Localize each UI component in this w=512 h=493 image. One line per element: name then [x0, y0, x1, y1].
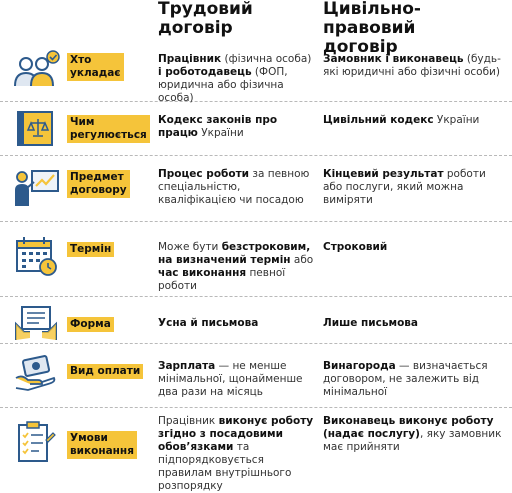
header-line: договір — [323, 37, 398, 57]
header-employment-contract — [158, 0, 318, 38]
row-label-who — [67, 53, 124, 81]
text: (ФОП, юридична або фізична особа) — [158, 66, 288, 104]
label-line: укладає — [70, 67, 121, 79]
people-check-icon — [12, 48, 62, 90]
icon-slot — [12, 168, 60, 208]
cell-civil — [323, 53, 503, 79]
cell-employment — [158, 317, 318, 330]
row-label-subject — [67, 170, 130, 198]
text: України — [197, 127, 244, 139]
text-bold: Процес роботи — [158, 168, 250, 180]
row-label-regulation — [67, 115, 150, 143]
cell-civil — [323, 241, 503, 254]
row-label-form — [67, 317, 114, 332]
text: — не менше мінімальної, щонайменше два рази на місяць — [158, 360, 303, 398]
label-line: Форма — [70, 318, 111, 330]
label-line: регулюється — [70, 129, 147, 141]
label-line: Предмет — [70, 171, 124, 183]
law-book-icon — [14, 109, 58, 149]
header-line: Трудовий — [158, 0, 253, 19]
label-line: Вид оплати — [70, 365, 141, 377]
row-divider — [0, 296, 512, 297]
text-bold: і роботодавець — [158, 66, 252, 78]
presentation-board-icon — [12, 168, 60, 208]
text-bold: Виконавець виконує роботу (надає послугу) — [323, 415, 494, 440]
text-bold: Лише письмова — [323, 317, 419, 329]
text: (фізична особа) — [221, 53, 312, 65]
row-divider — [0, 155, 512, 156]
cell-employment — [158, 360, 318, 399]
text: , яку замовник має прийняти — [323, 428, 502, 453]
text-bold: Усна й письмова — [158, 317, 259, 329]
checklist-icon — [16, 420, 56, 464]
row-label-payment — [67, 364, 143, 379]
icon-slot — [14, 354, 60, 394]
calendar-icon — [14, 235, 58, 277]
money-hands-icon — [14, 354, 60, 394]
text-bold: виконує роботу згідно з посадовими обов’язками — [158, 415, 314, 453]
header-line: Цивільно-правовий — [323, 0, 421, 38]
text-bold: Винагорода — [323, 360, 396, 372]
icon-slot — [16, 420, 56, 464]
label-line: Термін — [70, 243, 112, 255]
text: Працівник — [158, 415, 219, 427]
icon-slot — [14, 109, 58, 149]
text: або — [290, 254, 314, 266]
header-civil-contract — [323, 0, 508, 57]
text-bold: Зарплата — [158, 360, 216, 372]
cell-employment — [158, 415, 318, 493]
label-line: Хто — [70, 54, 92, 66]
text-bold: Строковий — [323, 241, 388, 253]
icon-slot — [14, 235, 58, 277]
text: Може бути — [158, 241, 222, 253]
text-bold: Кінцевий результат — [323, 168, 444, 180]
label-line: Чим — [70, 116, 95, 128]
text: та підпорядковується правилам внутрішнього розпорядку — [158, 441, 292, 492]
cell-civil — [323, 415, 503, 454]
row-label-conditions — [67, 431, 137, 459]
text-bold: Замовник і виконавець — [323, 53, 464, 65]
row-divider — [0, 407, 512, 408]
text-bold: Кодекс законів про працю — [158, 114, 278, 139]
label-line: виконання — [70, 445, 134, 457]
text-bold: Цивільний кодекс — [323, 114, 434, 126]
cell-employment — [158, 53, 318, 105]
text: певної роботи — [158, 267, 286, 292]
header-line: договір — [158, 18, 233, 38]
text: (будь-які юридичні або фізичні особи) — [323, 53, 501, 78]
cell-civil — [323, 114, 503, 127]
text-bold: безстроковим, на визначений термін — [158, 241, 311, 266]
row-divider — [0, 221, 512, 222]
text-bold: Працівник — [158, 53, 222, 65]
row-label-term — [67, 242, 114, 257]
cell-civil — [323, 360, 503, 399]
text: України — [433, 114, 480, 126]
text-bold: час виконання — [158, 267, 247, 279]
text: роботи або послуги, який можна виміряти — [323, 168, 486, 206]
document-hands-icon — [14, 304, 58, 342]
row-divider — [0, 343, 512, 344]
label-line: договору — [70, 184, 127, 196]
cell-civil — [323, 168, 503, 207]
label-line: Умови — [70, 432, 108, 444]
cell-civil — [323, 317, 503, 330]
icon-slot — [14, 304, 58, 342]
text: — визначається договором, не залежить від мінімальної — [323, 360, 488, 398]
text: за певною спеціальністю, кваліфікацією чи посадою — [158, 168, 310, 206]
icon-slot — [12, 48, 62, 90]
cell-employment — [158, 241, 318, 293]
cell-employment — [158, 168, 318, 207]
cell-employment — [158, 114, 318, 140]
